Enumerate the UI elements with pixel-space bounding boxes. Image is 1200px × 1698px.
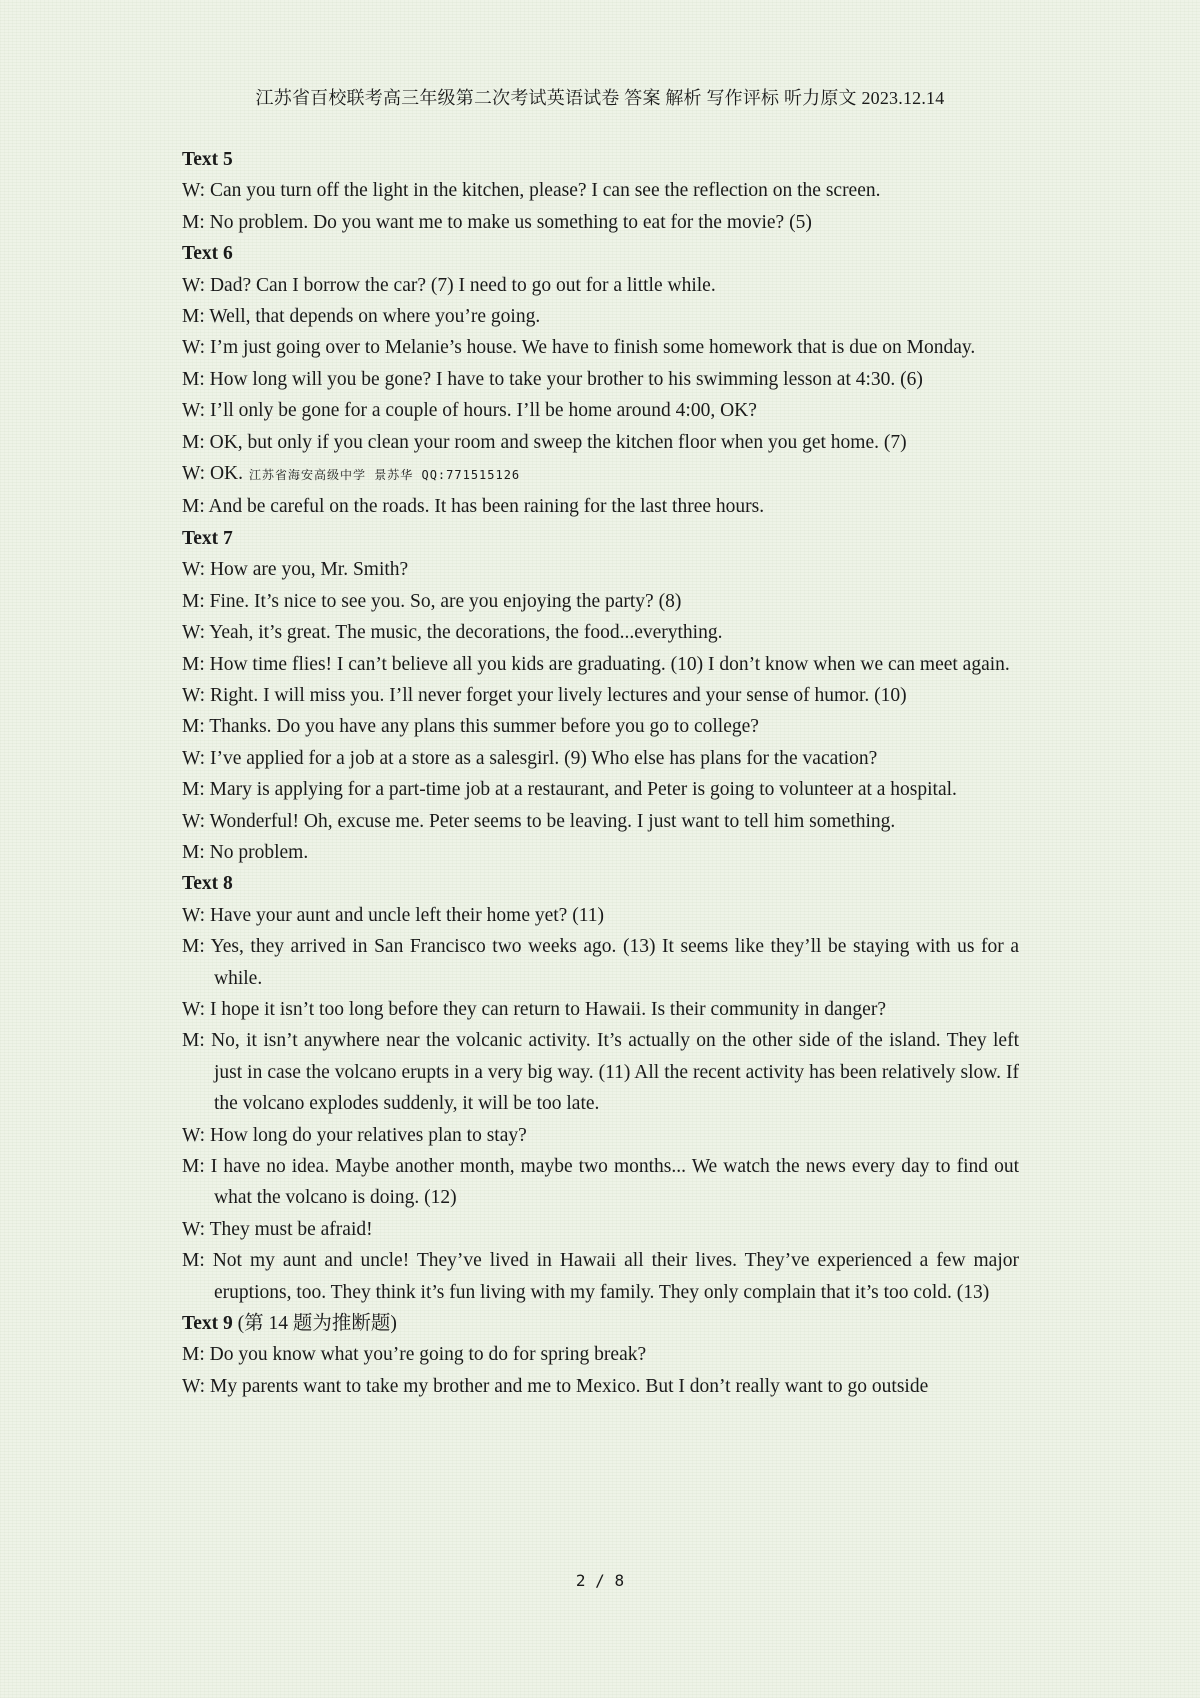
dialogue-line: W: How are you, Mr. Smith? (182, 559, 409, 581)
section-heading-note: (第 14 题为推断题) (237, 1313, 397, 1335)
dialogue-line: M: No problem. (182, 841, 309, 863)
dialogue-line: M: I have no idea. Maybe another month, maybe two months... We watch the news every day to find out what the volcano is doing. (12) (182, 1156, 1019, 1209)
dialogue-line: W: Wonderful! Oh, excuse me. Peter seems to be leaving. I just want to tell him something. (182, 810, 896, 832)
dialogue-line: W: My parents want to take my brother and me to Mexico. But I don’t really want to go outside (182, 1375, 929, 1397)
section-heading-text6: Text 6 (182, 243, 233, 265)
section-heading-text7: Text 7 (182, 527, 233, 549)
watermark-text: 江苏省海安高级中学 景苏华 QQ:771515126 (249, 468, 521, 483)
dialogue-line: M: No, it isn’t anywhere near the volcanic activity. It’s actually on the other side of the island. They left just in case the volcano erupts in a very big way. (11) All the recent activity has been relatively slow. If the volcano explodes suddenly, it will be too late. (182, 1030, 1019, 1115)
dialogue-line: M: How long will you be gone? I have to take your brother to his swimming lesson at 4:30. (6) (182, 368, 923, 390)
dialogue-line: M: OK, but only if you clean your room and sweep the kitchen floor when you get home. (7) (182, 431, 907, 453)
section-heading-text8: Text 8 (182, 873, 233, 895)
dialogue-line: M: How time flies! I can’t believe all you kids are graduating. (10) I don’t know when we can meet again. (182, 653, 1010, 675)
dialogue-line: W: Right. I will miss you. I’ll never forget your lively lectures and your sense of humor. (10) (182, 684, 907, 706)
dialogue-line: W: Have your aunt and uncle left their home yet? (11) (182, 904, 604, 926)
dialogue-line: M: Fine. It’s nice to see you. So, are you enjoying the party? (8) (182, 590, 682, 612)
page-number: 2 / 8 (575, 1571, 625, 1590)
dialogue-line-with-watermark (182, 458, 1019, 491)
dialogue-line: M: Not my aunt and uncle! They’ve lived in Hawaii all their lives. They’ve experienced a few major eruptions, too. They think it’s fun living with my family. They only complain that it’s too cold. (13) (182, 1250, 1019, 1303)
dialogue-line: M: Yes, they arrived in San Francisco two weeks ago. (13) It seems like they’ll be staying with us for a while. (182, 936, 1019, 989)
dialogue-line: W: I’ll only be gone for a couple of hours. I’ll be home around 4:00, OK? (182, 400, 757, 422)
dialogue-line: M: And be careful on the roads. It has been raining for the last three hours. (182, 496, 765, 518)
dialogue-line: M: Well, that depends on where you’re going. (182, 306, 541, 328)
dialogue-line: W: Yeah, it’s great. The music, the decorations, the food...everything. (182, 622, 723, 644)
dialogue-line: W: I’m just going over to Melanie’s house. We have to finish some homework that is due on Monday. (182, 337, 976, 359)
document-body (182, 144, 1019, 1402)
dialogue-line: W: They must be afraid! (182, 1218, 373, 1240)
page-header: 江苏省百校联考高三年级第二次考试英语试卷 答案 解析 写作评标 听力原文 2023.12.14 (255, 88, 945, 108)
section-heading-text9 (182, 1308, 1019, 1339)
dialogue-line: W: Dad? Can I borrow the car? (7) I need to go out for a little while. (182, 274, 716, 296)
section-heading-title: Text 9 (182, 1313, 233, 1335)
dialogue-line: M: Thanks. Do you have any plans this summer before you go to college? (182, 716, 759, 738)
dialogue-line: W: I hope it isn’t too long before they can return to Hawaii. Is their community in danger? (182, 998, 886, 1020)
dialogue-line: W: How long do your relatives plan to stay? (182, 1124, 527, 1146)
dialogue-line: M: Do you know what you’re going to do for spring break? (182, 1344, 647, 1366)
dialogue-text: W: OK. (182, 463, 244, 485)
section-heading-text5: Text 5 (182, 149, 233, 170)
dialogue-line: W: Can you turn off the light in the kitchen, please? I can see the reflection on the screen. (182, 180, 881, 202)
dialogue-line: W: I’ve applied for a job at a store as a salesgirl. (9) Who else has plans for the vacation? (182, 747, 878, 769)
dialogue-line: M: No problem. Do you want me to make us something to eat for the movie? (5) (182, 211, 812, 233)
dialogue-line: M: Mary is applying for a part-time job at a restaurant, and Peter is going to volunteer at a hospital. (182, 779, 957, 801)
